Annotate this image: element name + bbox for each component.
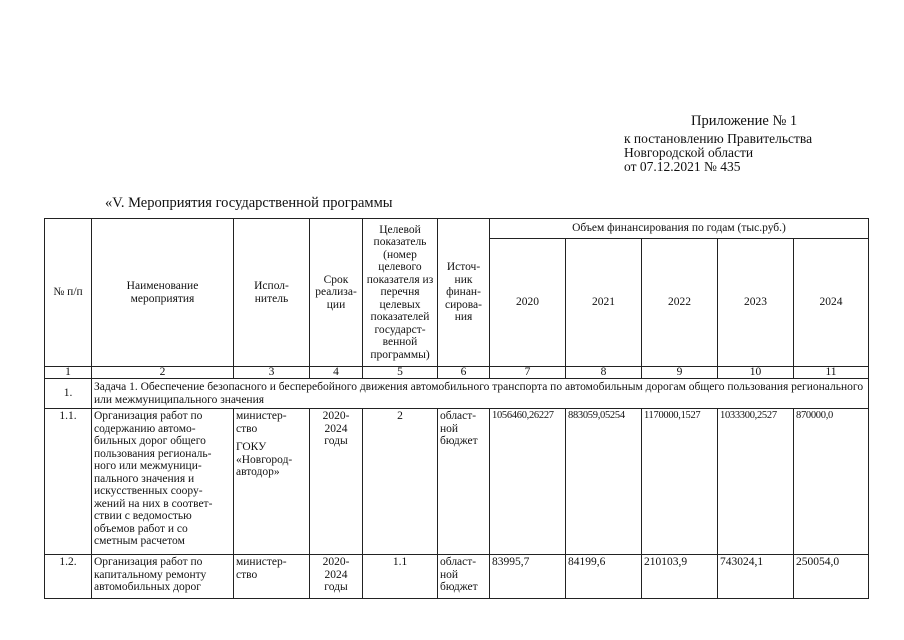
col-number: 10 [718,367,794,379]
header-year-2021: 2021 [566,239,642,367]
task-row [45,379,869,409]
row-value-2023: 1033300,2527 [718,409,794,555]
col-number: 1 [45,367,92,379]
appendix-title: Приложение № 1 [691,113,798,129]
table-row [45,409,869,555]
row-executor [234,555,310,599]
header-year-2024: 2024 [794,239,869,367]
col-number: 8 [566,367,642,379]
col-number: 11 [794,367,869,379]
row-value-2020: 83995,7 [490,555,566,599]
task-text: Задача 1. Обеспечение безопасного и бесперебойного движения автомобильного транспорта по автомобильным дорогам общего пользования регионального или межмуниципального значения [92,379,869,409]
row-executor-agency: ГОКУ «Новгород- автодор» [236,441,293,478]
appendix-line-1: к постановлению Правительства [624,131,813,146]
col-number: 5 [363,367,438,379]
col-number: 2 [92,367,234,379]
appendix-line-3: от 07.12.2021 № 435 [624,159,741,174]
col-number: 9 [642,367,718,379]
row-indicator: 1.1 [363,555,438,599]
col-number: 7 [490,367,566,379]
row-value-2024: 250054,0 [794,555,869,599]
row-executor-ministry: министер- ство [236,410,287,435]
row-term: 2020- 2024 годы [310,409,363,555]
row-value-2020: 1056460,26227 [490,409,566,555]
header-year-2022: 2022 [642,239,718,367]
row-indicator: 2 [363,409,438,555]
col-number: 3 [234,367,310,379]
appendix-line-2: Новгородской области [624,145,754,160]
col-number: 4 [310,367,363,379]
row-num: 1.1. [45,409,92,555]
row-value-2021: 883059,05254 [566,409,642,555]
row-value-2021: 84199,6 [566,555,642,599]
program-measures-table [44,218,869,599]
column-numbers-row [45,367,869,379]
header-row-1 [45,219,869,239]
section-title: «V. Мероприятия государственной программы [105,195,393,211]
table-row [45,555,869,599]
task-num: 1. [45,379,92,409]
header-executor: Испол- нитель [234,219,310,367]
header-name: Наименование мероприятия [92,219,234,367]
col-number: 6 [438,367,490,379]
row-source: област- ной бюджет [438,555,490,599]
header-funding: Объем финансирования по годам (тыс.руб.) [490,219,869,239]
row-value-2024: 870000,0 [794,409,869,555]
row-name: Организация работ по капитальному ремонту автомобильных дорог [92,555,234,599]
header-source: Источ- ник финан- сирова- ния [438,219,490,367]
row-name: Организация работ по содержанию автомо- бильных дорог общего пользования региональ- ного или межмуници- пального значения и искусственных соору- жений на них в соответ- ствии с ведомостью объемов работ и со сметным расчетом [92,409,234,555]
row-term: 2020- 2024 годы [310,555,363,599]
row-source: област- ной бюджет [438,409,490,555]
header-year-2023: 2023 [718,239,794,367]
header-term: Срок реализа- ции [310,219,363,367]
appendix-header [624,114,812,174]
row-executor-ministry: министер- ство [236,556,287,581]
row-value-2022: 1170000,1527 [642,409,718,555]
row-executor [234,409,310,555]
row-value-2022: 210103,9 [642,555,718,599]
header-year-2020: 2020 [490,239,566,367]
header-indicator: Целевой показатель (номер целевого показателя из перечня целевых показателей государст- венной программы) [363,219,438,367]
row-num: 1.2. [45,555,92,599]
row-value-2023: 743024,1 [718,555,794,599]
header-num: № п/п [45,219,92,367]
